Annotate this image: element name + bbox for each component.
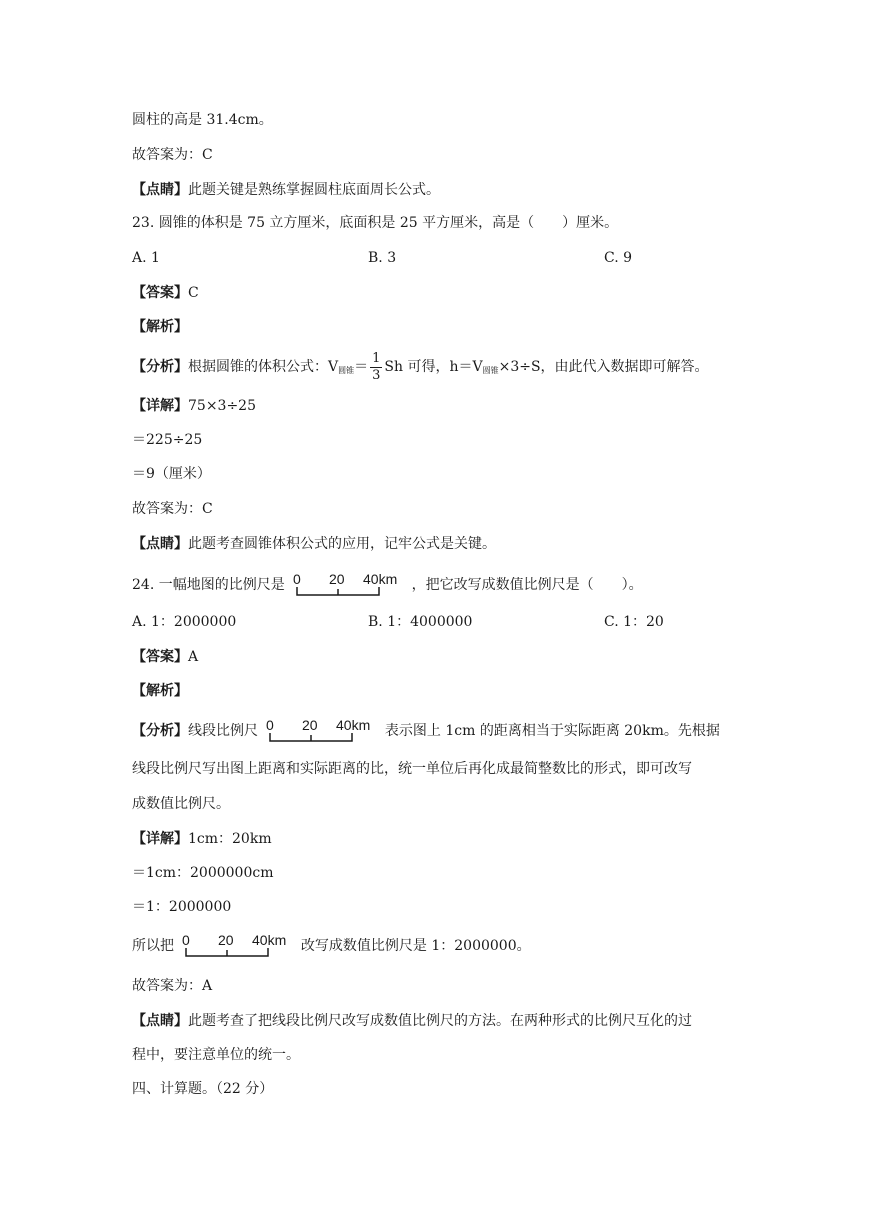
analysis-line: 线段比例尺写出图上距离和实际距离的比，统一单位后再化成最简整数比的形式，即可改写 xyxy=(132,761,692,777)
detail-text: 1cm：20km xyxy=(188,831,272,847)
tag-jiexi: 【解析】 xyxy=(132,683,188,699)
analysis-text: 根据圆锥的体积公式：V xyxy=(188,359,339,375)
analysis-text: 表示图上 1cm 的距离相当于实际距离 20km。先根据 xyxy=(384,723,720,739)
text-line: 故答案为：C xyxy=(132,501,213,517)
scale-label: 40km xyxy=(363,571,398,587)
text-line: 程中，要注意单位的统一。 xyxy=(132,1047,300,1063)
text-dianjing: 此题考查了把线段比例尺改写成数值比例尺的方法。在两种形式的比例尺互化的过 xyxy=(188,1013,692,1029)
conclusion-line xyxy=(132,929,531,963)
answer-line xyxy=(132,647,198,667)
analysis-text: Sh 可得，h＝V xyxy=(384,359,483,375)
tag-jiexi: 【解析】 xyxy=(132,319,188,335)
tag-fenxi: 【分析】 xyxy=(132,723,188,739)
detail-line xyxy=(132,396,256,416)
conclusion-text: 改写成数值比例尺是 1：2000000。 xyxy=(300,938,531,954)
tag-dianjing: 【点睛】 xyxy=(132,536,188,552)
scale-label: 20 xyxy=(302,717,319,733)
analysis-text: ×3÷S，由此代入数据即可解答。 xyxy=(498,359,709,375)
detail-line: ＝225÷25 xyxy=(132,432,203,448)
tag-xiangjie: 【详解】 xyxy=(132,398,188,414)
section-heading: 四、计算题。（22 分） xyxy=(132,1081,274,1097)
subscript: 圆锥 xyxy=(482,366,499,375)
tag-xiangjie: 【详解】 xyxy=(132,831,188,847)
tag-fenxi: 【分析】 xyxy=(132,359,188,375)
analysis-line: 成数值比例尺。 xyxy=(132,796,230,812)
answer-line xyxy=(132,283,199,303)
option-c: C. 1：20 xyxy=(604,614,664,630)
question-text: 24. 一幅地图的比例尺是 xyxy=(132,577,285,593)
scale-label: 0 xyxy=(182,932,191,948)
detail-line: ＝1：2000000 xyxy=(132,899,232,915)
detail-text: 75×3÷25 xyxy=(188,398,256,414)
scale-bar xyxy=(182,932,292,960)
conclusion-text: 所以把 xyxy=(132,938,174,954)
text-line xyxy=(132,180,440,200)
text-line: 圆柱的高是 31.4cm。 xyxy=(132,112,273,128)
text-line: 故答案为：A xyxy=(132,978,213,994)
detail-line xyxy=(132,829,272,849)
option-b: B. 1：4000000 xyxy=(368,614,473,630)
option-b: B. 3 xyxy=(368,250,397,266)
answer-value: C xyxy=(188,285,199,301)
question-24 xyxy=(132,568,643,602)
text-line: 故答案为：C xyxy=(132,147,213,163)
scale-bar xyxy=(266,717,376,745)
text-dianjing: 此题关键是熟练掌握圆柱底面周长公式。 xyxy=(188,182,440,198)
tag-dianjing: 【点睛】 xyxy=(132,1013,188,1029)
option-c: C. 9 xyxy=(604,250,633,266)
option-a: A. 1 xyxy=(132,250,160,266)
analysis-line xyxy=(132,714,720,748)
detail-line: ＝1cm：2000000cm xyxy=(132,865,274,881)
scale-label: 20 xyxy=(329,571,345,587)
scale-label: 0 xyxy=(293,571,301,587)
text-line xyxy=(132,534,496,554)
text-line xyxy=(132,1011,692,1031)
fraction-numerator: 1 xyxy=(372,350,381,366)
answer-value: A xyxy=(188,649,199,665)
scale-label: 0 xyxy=(266,717,275,733)
scale-label: 40km xyxy=(252,932,287,948)
tag-answer: 【答案】 xyxy=(132,649,188,665)
fraction-one-third xyxy=(370,351,382,384)
tag-answer: 【答案】 xyxy=(132,285,188,301)
text-dianjing: 此题考查圆锥体积公式的应用，记牢公式是关键。 xyxy=(188,536,496,552)
analysis-text: 线段比例尺 xyxy=(188,723,258,739)
analysis-line xyxy=(132,350,709,388)
scale-label: 40km xyxy=(336,717,371,733)
option-a: A. 1：2000000 xyxy=(132,614,237,630)
question-text: ，把它改写成数值比例尺是（ ）。 xyxy=(411,577,643,593)
scale-bar xyxy=(293,571,403,599)
tag-dianjing: 【点睛】 xyxy=(132,182,188,198)
question-23: 23. 圆锥的体积是 75 立方厘米，底面积是 25 平方厘米，高是（ ）厘米。 xyxy=(132,215,619,231)
fraction-denominator: 3 xyxy=(372,367,381,383)
scale-label: 20 xyxy=(218,932,235,948)
subscript: 圆锥 xyxy=(338,366,355,375)
detail-line: ＝9（厘米） xyxy=(132,466,211,482)
equals: ＝ xyxy=(354,359,369,375)
